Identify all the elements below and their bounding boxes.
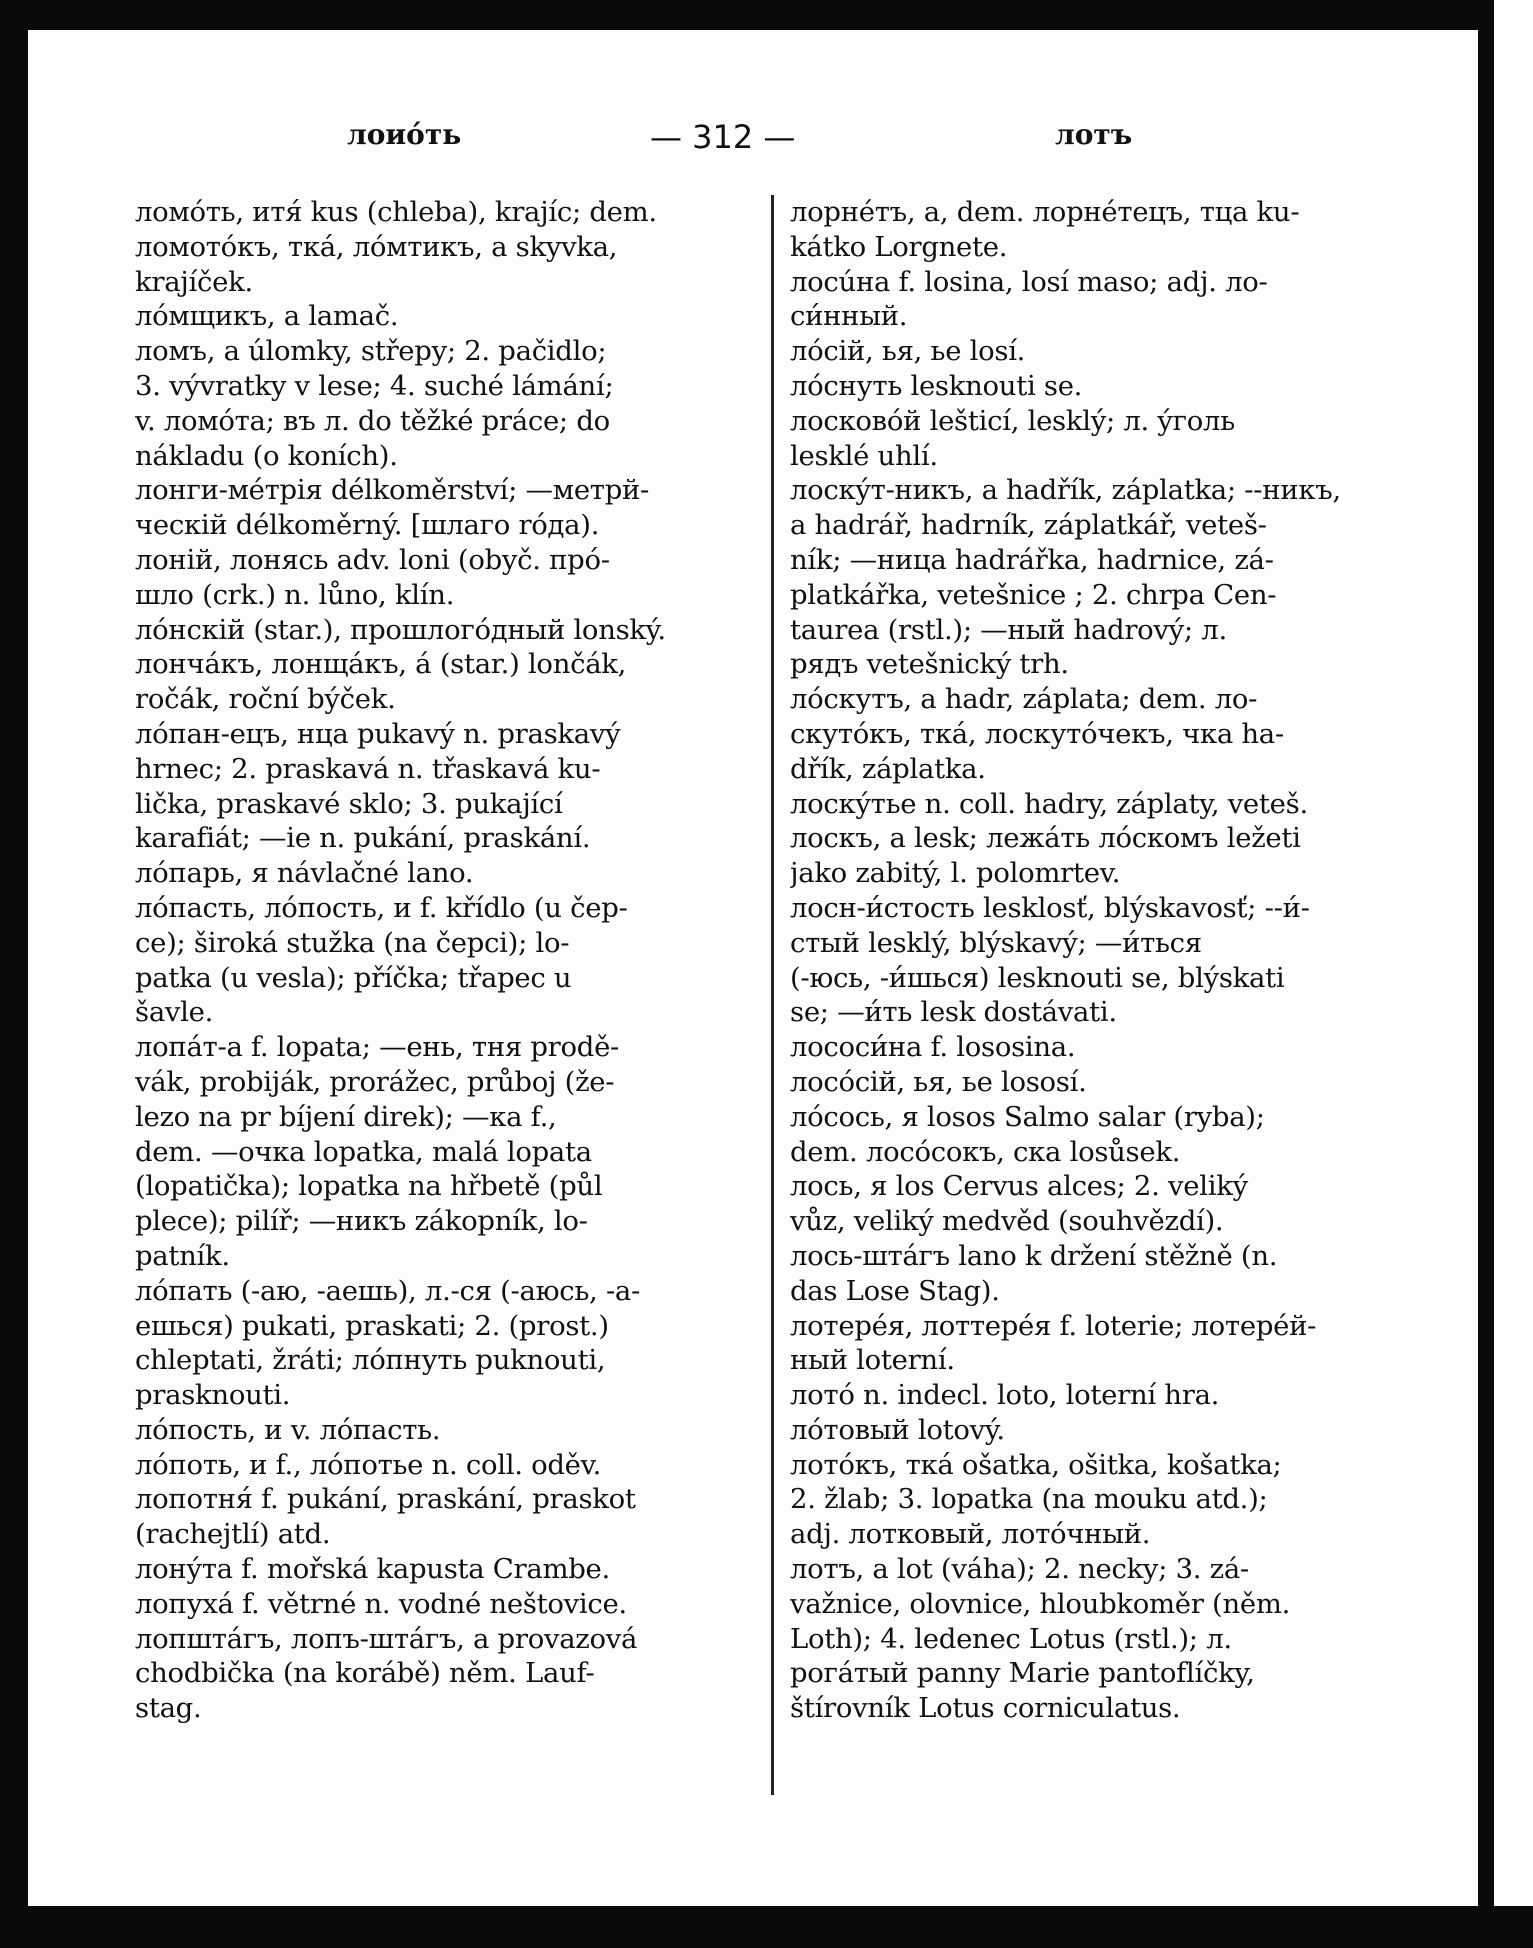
entry-line: лóпасть, лóпость, и f. křídlo (u čep-	[135, 891, 628, 924]
entry-line: а hadrář, hadrník, záplatkář, veteš-	[790, 509, 1267, 542]
entry-line: jako zabitý, l. polomrtev.	[790, 857, 1121, 890]
entry-line: лóпан-ецъ, нца pukavý n. praskavý	[135, 717, 621, 750]
entry-line: ník; —ница hadrářka, hadrnice, zá-	[790, 543, 1274, 576]
entry-line: лóнскій (star.), прошлогóдный lonský.	[135, 613, 666, 646]
entry-line: ломотóкъ, тка́, лóмтикъ, а skyvka,	[135, 230, 618, 263]
entry-line: (lopatička); lopatka na hřbetě (půl	[135, 1170, 603, 1203]
entry-line: лóсій, ья, ье losí.	[790, 335, 1026, 368]
entry-line: шло (crk.) n. lůno, klín.	[135, 578, 455, 611]
entry-line: лотъ, а lot (váha); 2. necky; 3. zá-	[790, 1553, 1249, 1586]
header-guide-word-left: лоиóть	[347, 118, 462, 151]
entry-line: se; —и́ть lesk dostávati.	[790, 996, 1117, 1029]
entry-line: си́нный.	[790, 300, 908, 333]
entry-line: лотóкъ, тка́ ošatka, ošitka, košatka;	[790, 1448, 1282, 1481]
entry-line: лóпость, и v. лóпасть.	[135, 1413, 441, 1446]
column-divider	[771, 195, 774, 1795]
entry-line: лососи́на f. lososina.	[790, 1031, 1076, 1064]
entry-line: лонýта f. mořská kapusta Crambe.	[135, 1553, 610, 1586]
entry-line: plece); pilíř; —никъ zákopník, lo-	[135, 1205, 588, 1238]
entry-line: dem. лосóсокъ, ска losůsek.	[790, 1135, 1181, 1168]
entry-line: chodbička (na korábě) něm. Lauf-	[135, 1657, 595, 1690]
entry-line: karafiát; —іе n. pukání, praskání.	[135, 822, 591, 855]
entry-line: stag.	[135, 1692, 202, 1725]
entry-line: лотó n. indecl. loto, loterní hra.	[790, 1379, 1220, 1412]
entry-line: (-юсь, -и́шься) lesknouti se, blýskati	[790, 961, 1285, 994]
entry-line: лóскутъ, а hadr, záplata; dem. ло-	[790, 683, 1258, 716]
entry-line: ce); široká stužka (na čepci); lo-	[135, 926, 570, 959]
scan-border-left	[0, 0, 28, 1948]
left-column	[135, 195, 735, 1726]
entry-line: lezo na pr bíjení direk); —ка f.,	[135, 1100, 557, 1133]
entry-line: patka (u vesla); příčka; třapec u	[135, 961, 572, 994]
entry-line: vůz, veliký medvěd (souhvězdí).	[790, 1205, 1224, 1238]
scan-border-top	[0, 0, 1533, 30]
entry-line: 2. žlab; 3. lopatka (na mouku atd.);	[790, 1483, 1268, 1516]
entry-line: лосóсій, ья, ье lososí.	[790, 1065, 1087, 1098]
entry-line: das Lose Stag).	[790, 1274, 1000, 1307]
entry-line: dem. —очка lopatka, malá lopata	[135, 1135, 592, 1168]
entry-line: v. ломóта; въ л. do těžké práce; do	[135, 404, 610, 437]
entry-line: рядъ vetešnický trh.	[790, 648, 1069, 681]
entry-line: лотерéя, лоттерéя f. loterie; лотерéй-	[790, 1309, 1317, 1342]
entry-line: лопотня́ f. pukání, praskání, praskot	[135, 1483, 636, 1516]
entry-line: лóмщикъ, а lamač.	[135, 300, 399, 333]
entry-line: chleptati, žráti; лóпнуть puknouti,	[135, 1344, 606, 1377]
entry-line: лорнéтъ, а, dem. лорнéтецъ, тца ku-	[790, 196, 1300, 228]
entry-line: ешься) pukati, praskati; 2. (prost.)	[135, 1309, 609, 1342]
entry-line: лонги-мéтрія délkoměrství; —метрй-	[135, 474, 650, 507]
entry-line: ломъ, а úlomky, střepy; 2. pačidlo;	[135, 335, 607, 368]
entry-line: лось-штáгъ lano k držení stěžně (n.	[790, 1239, 1278, 1272]
entry-line: nákladu (o koních).	[135, 439, 398, 472]
entry-line: 3. vývratky v lese; 4. suché lámání;	[135, 369, 614, 402]
entry-line: krajíček.	[135, 265, 253, 298]
entry-line: лоскýтье n. coll. hadry, záplaty, veteš.	[790, 787, 1308, 820]
entry-line: стый lesklý, blýskavý; —и́ться	[790, 926, 1202, 959]
entry-line: adj. лотковый, лотóчный.	[790, 1518, 1151, 1551]
entry-line: лось, я los Cervus alces; 2. veliký	[790, 1170, 1248, 1203]
page-number: — 312 —	[650, 118, 796, 156]
entry-line: važnice, olovnice, hloubkoměr (něm.	[790, 1587, 1291, 1620]
entry-line: лопштáгъ, лопъ-штáгъ, а provazová	[135, 1622, 638, 1655]
entry-line: ročák, roční býček.	[135, 683, 396, 716]
entry-line: скутóкъ, тка́, лоскутóчекъ, чка ha-	[790, 717, 1284, 750]
entry-line: lesklé uhlí.	[790, 439, 938, 472]
entry-line: лóсось, я losos Salmo salar (ryba);	[790, 1100, 1265, 1133]
entry-line: ческій délkoměrný. [шлаго róда).	[135, 509, 600, 542]
entry-line: лосн-и́стость lesklosť, blýskavosť; --и́-	[790, 891, 1310, 924]
entry-line: лóпать (-аю, -аешь), л.-ся (-аюсь, -а-	[135, 1274, 641, 1307]
adjacent-page-edge	[1490, 0, 1533, 1948]
entry-line: лóтовый lotový.	[790, 1413, 1005, 1446]
entry-line: šavle.	[135, 996, 214, 1029]
entry-line: лопухá f. větrné n. vodné neštovice.	[135, 1587, 627, 1620]
entry-line: лосúна f. losina, losí maso; adj. ло-	[790, 265, 1268, 298]
entry-line: рогáтый panny Marie pantoflíčky,	[790, 1657, 1255, 1690]
entry-line: лоскýт-никъ, а hadřík, záplatka; --никъ,	[790, 474, 1341, 507]
entry-line: taurea (rstl.); —ный hadrový; л.	[790, 613, 1227, 646]
entry-line: лопáт-а f. lopata; —ень, тня prodě-	[135, 1031, 620, 1064]
entry-line: dřík, záplatka.	[790, 752, 986, 785]
scan-border-bottom	[0, 1906, 1533, 1948]
entry-line: vák, probiják, prorážec, průboj (že-	[135, 1065, 615, 1098]
entry-line: (rachejtlí) atd.	[135, 1518, 331, 1551]
entry-line: лóпарь, я návlačné lano.	[135, 857, 474, 890]
header-guide-word-right: лотъ	[1055, 118, 1133, 151]
entry-line: лоній, лонясь adv. loni (obyč. про́-	[135, 543, 610, 576]
entry-line: лоскъ, а lesk; лежáть лóскомъ ležeti	[790, 822, 1301, 855]
entry-line: лончáкъ, лонщáкъ, á (star.) lončák,	[135, 648, 627, 681]
entry-line: ный loterní.	[790, 1344, 955, 1377]
entry-line: ломóть, итя́ kus (chleba), krajíc; dem.	[135, 196, 657, 228]
entry-line: лóпоть, и f., лóпотье n. coll. oděv.	[135, 1448, 602, 1481]
right-column	[790, 195, 1390, 1726]
entry-line: лосковóй lešticí, lesklý; л. ýголь	[790, 404, 1235, 437]
entry-line: platkářka, vetešnice ; 2. chrpa Cen-	[790, 578, 1277, 611]
entry-line: patník.	[135, 1239, 230, 1272]
entry-line: kátko Lorgnete.	[790, 230, 1008, 263]
entry-line: štírovník Lotus corniculatus.	[790, 1692, 1181, 1725]
entry-line: lička, praskavé sklo; 3. pukající	[135, 787, 563, 820]
page-header	[105, 118, 1395, 158]
entry-line: Loth); 4. ledenec Lotus (rstl.); л.	[790, 1622, 1232, 1655]
entry-line: лóснуть lesknouti se.	[790, 369, 1083, 402]
entry-line: hrnec; 2. praskavá n. třaskavá ku-	[135, 752, 601, 785]
entry-line: prasknouti.	[135, 1379, 291, 1412]
